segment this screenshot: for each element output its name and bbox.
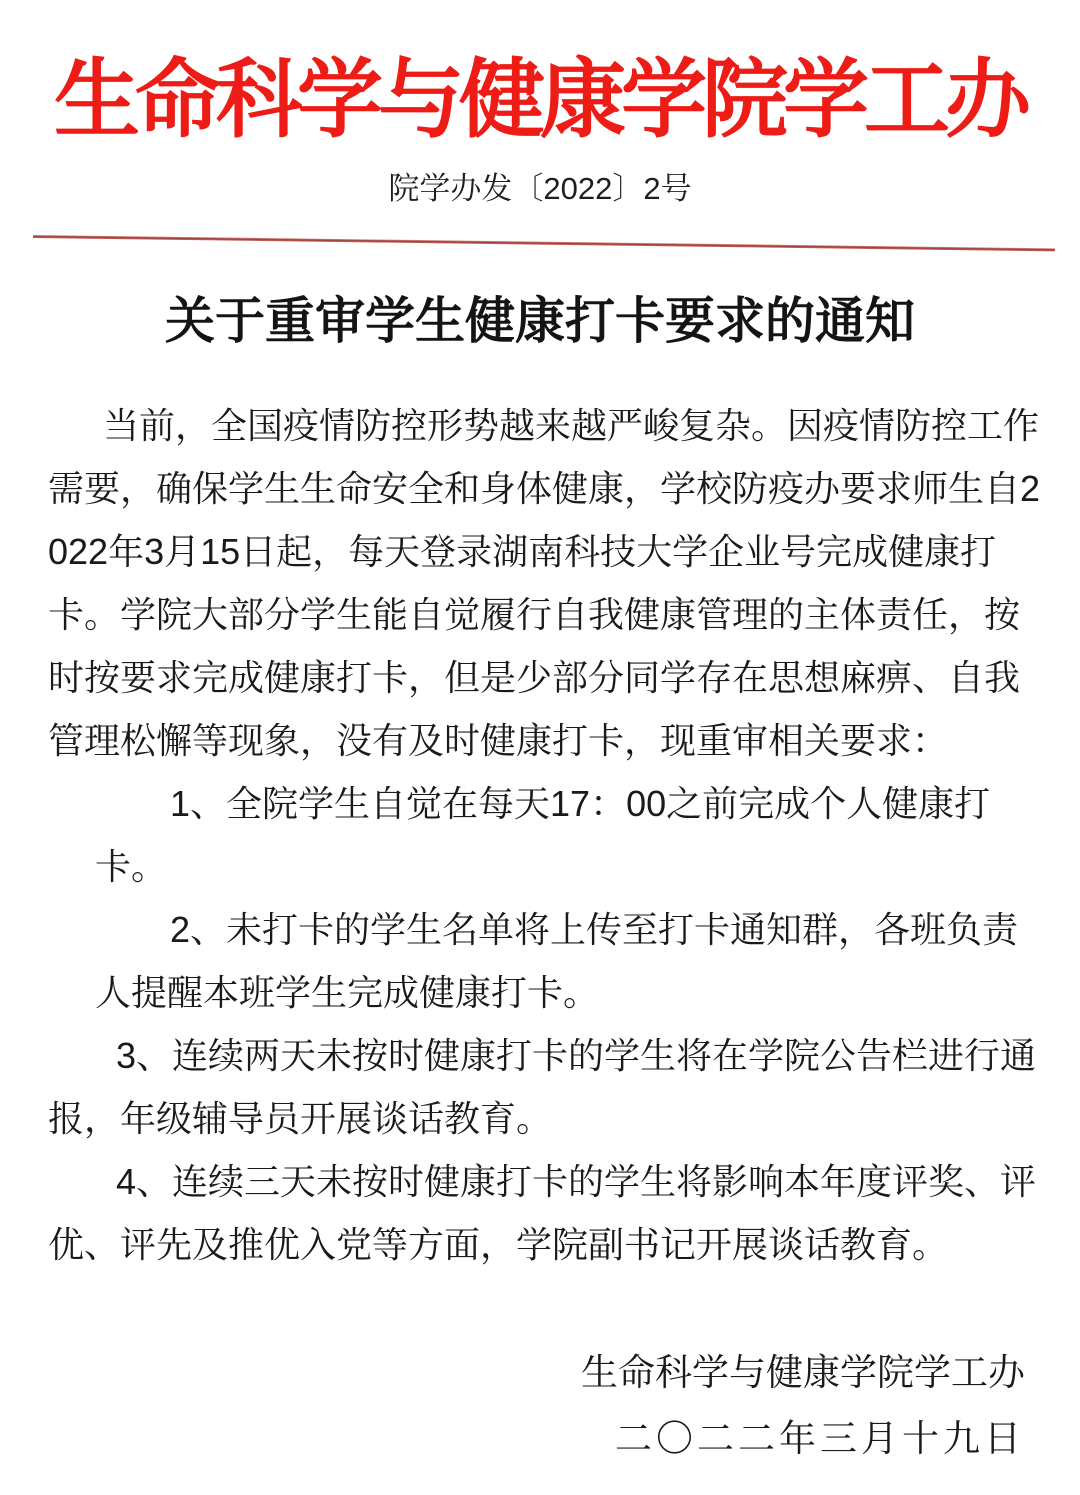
body-line: 报，年级辅导员开展谈话教育。 (48, 1098, 553, 1139)
body-line: 人提醒本班学生完成健康打卡。 (95, 972, 600, 1013)
red-divider-line (33, 235, 1055, 251)
signature-block (581, 1340, 1025, 1472)
body-line-item-3: 3、连续两天未按时健康打卡的学生将在学院公告栏进行通 (116, 1035, 1037, 1076)
body-line-item-1: 1、全院学生自觉在每天17：00之前完成个人健康打 (170, 783, 991, 824)
notice-body (48, 394, 1041, 1276)
body-line: 需要，确保学生生命安全和身体健康，学校防疫办要求师生自2 (48, 468, 1041, 509)
body-line: 当前，全国疫情防控形势越来越严峻复杂。因疫情防控工作 (103, 405, 1040, 446)
body-line-item-4: 4、连续三天未按时健康打卡的学生将影响本年度评奖、评 (116, 1161, 1037, 1202)
notice-title: 关于重审学生健康打卡要求的通知 (165, 293, 915, 349)
signature-date: 二〇二二年三月十九日 (615, 1418, 1025, 1459)
body-line-item-2: 2、未打卡的学生名单将上传至打卡通知群，各班负责 (170, 909, 1019, 950)
body-line: 022年3月15日起，每天登录湖南科技大学企业号完成健康打 (48, 531, 997, 572)
body-line: 优、评先及推优入党等方面，学院副书记开展谈话教育。 (48, 1224, 949, 1265)
signature-org: 生命科学与健康学院学工办 (581, 1352, 1025, 1393)
org-title: 生命科学与健康学院学工办 (54, 52, 1026, 148)
body-line: 卡。 (95, 846, 168, 887)
body-line: 管理松懈等现象，没有及时健康打卡，现重审相关要求： (48, 720, 949, 761)
body-line: 时按要求完成健康打卡，但是少部分同学存在思想麻痹、自我 (48, 657, 1021, 698)
body-line: 卡。学院大部分学生能自觉履行自我健康管理的主体责任，按 (48, 594, 1021, 635)
document-number: 院学办发〔2022〕2号 (388, 171, 692, 206)
